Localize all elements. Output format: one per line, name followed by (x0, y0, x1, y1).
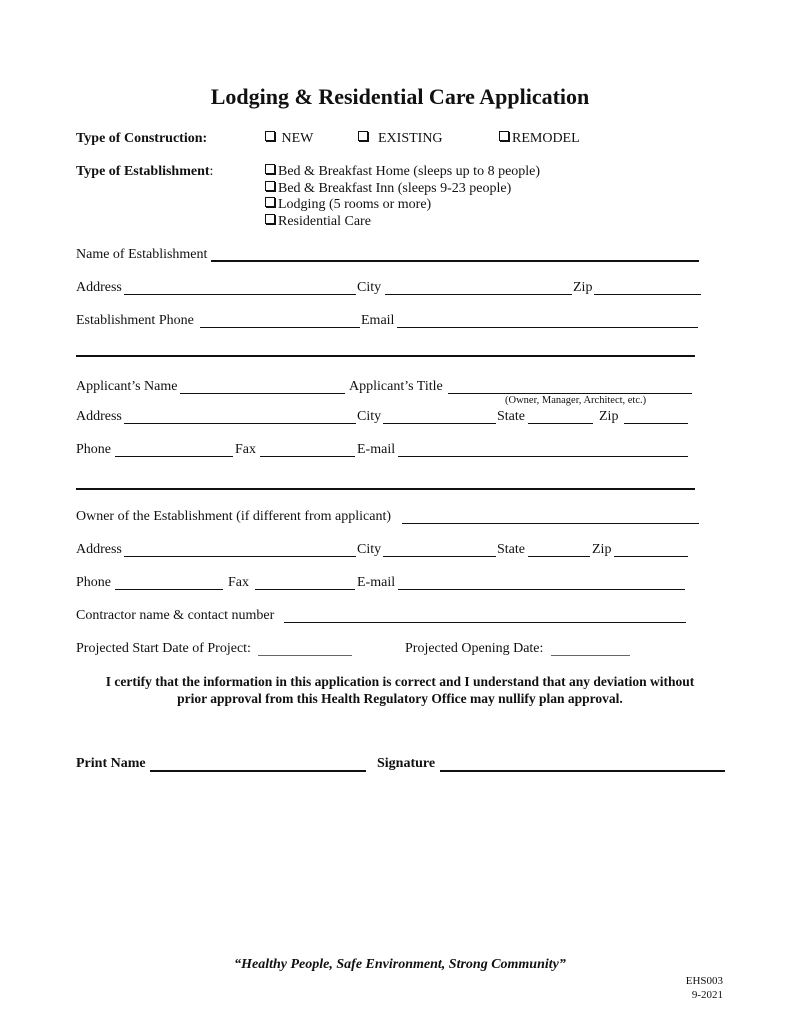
applicant-fax-field[interactable] (260, 456, 355, 457)
checkbox-bb-inn-label: Bed & Breakfast Inn (sleeps 9-23 people) (278, 181, 512, 196)
checkbox-icon (265, 131, 275, 141)
establishment-address-label: Address (76, 280, 122, 295)
establishment-city-field[interactable] (385, 294, 572, 295)
contractor-field[interactable] (284, 622, 686, 623)
owner-name-field[interactable] (402, 523, 699, 524)
owner-state-label: State (497, 542, 525, 557)
certification-line-1: I certify that the information in this application is correct and I understand that any deviation without (105, 674, 695, 689)
start-date-label: Projected Start Date of Project: (76, 641, 251, 656)
checkbox-bb-home[interactable] (265, 164, 540, 180)
owner-zip-label: Zip (592, 542, 612, 557)
page-title: Lodging & Residential Care Application (210, 84, 590, 109)
establishment-city-label: City (357, 280, 382, 295)
checkbox-residential-care[interactable] (265, 214, 371, 230)
contractor-label: Contractor name & contact number (76, 608, 275, 623)
owner-label: Owner of the Establishment (if different from applicant) (76, 509, 392, 524)
owner-fax-field[interactable] (255, 589, 355, 590)
owner-city-field[interactable] (383, 556, 496, 557)
start-date-field[interactable] (258, 655, 352, 656)
owner-address-label: Address (76, 542, 122, 557)
print-name-field[interactable] (150, 770, 366, 772)
applicant-title-field[interactable] (448, 393, 692, 394)
form-code: EHS003 (685, 975, 723, 987)
applicant-state-label: State (497, 409, 525, 424)
checkbox-icon (358, 131, 368, 141)
owner-email-label: E-mail (357, 575, 396, 590)
establishment-zip-field[interactable] (594, 294, 701, 295)
applicant-address-field[interactable] (124, 423, 356, 424)
establishment-type-label-text: Type of Establishment (76, 164, 210, 179)
establishment-type-colon: : (209, 164, 214, 179)
owner-phone-label: Phone (76, 575, 111, 590)
checkbox-bb-home-label: Bed & Breakfast Home (sleeps up to 8 people) (278, 164, 541, 179)
applicant-city-field[interactable] (383, 423, 496, 424)
section-divider (76, 488, 695, 490)
applicant-title-hint: (Owner, Manager, Architect, etc.) (505, 395, 647, 406)
establishment-address-field[interactable] (124, 294, 356, 295)
checkbox-remodel-label: REMODEL (512, 131, 580, 146)
checkbox-existing-label: EXISTING (378, 131, 443, 146)
establishment-email-field[interactable] (397, 327, 698, 328)
checkbox-icon (265, 197, 275, 207)
checkbox-icon (265, 214, 275, 224)
applicant-phone-field[interactable] (115, 456, 233, 457)
establishment-type-label (76, 164, 213, 180)
applicant-zip-field[interactable] (624, 423, 688, 424)
checkbox-new[interactable] (265, 131, 313, 147)
applicant-email-field[interactable] (398, 456, 688, 457)
checkbox-icon (265, 181, 275, 191)
applicant-state-field[interactable] (528, 423, 593, 424)
owner-address-field[interactable] (124, 556, 356, 557)
checkbox-existing[interactable] (358, 131, 443, 147)
checkbox-icon (499, 131, 509, 141)
applicant-zip-label: Zip (599, 409, 619, 424)
footer-motto: “Healthy People, Safe Environment, Strong Community” (234, 957, 566, 972)
owner-fax-label: Fax (228, 575, 249, 590)
checkbox-lodging[interactable] (265, 197, 431, 213)
establishment-email-label: Email (361, 313, 395, 328)
applicant-name-label: Applicant’s Name (76, 379, 178, 394)
establishment-zip-label: Zip (573, 280, 593, 295)
applicant-phone-label: Phone (76, 442, 111, 457)
applicant-city-label: City (357, 409, 382, 424)
establishment-name-label: Name of Establishment (76, 247, 208, 262)
signature-field[interactable] (440, 770, 725, 772)
signature-label: Signature (377, 756, 436, 771)
section-divider (76, 355, 695, 357)
checkbox-bb-inn[interactable] (265, 181, 511, 197)
applicant-fax-label: Fax (235, 442, 256, 457)
checkbox-remodel[interactable] (499, 131, 580, 147)
owner-phone-field[interactable] (115, 589, 223, 590)
owner-city-label: City (357, 542, 382, 557)
applicant-address-label: Address (76, 409, 122, 424)
applicant-name-field[interactable] (180, 393, 345, 394)
opening-date-field[interactable] (551, 655, 630, 656)
establishment-name-field[interactable] (211, 260, 699, 262)
checkbox-icon (265, 164, 275, 174)
checkbox-new-label: NEW (281, 131, 314, 146)
checkbox-lodging-label: Lodging (5 rooms or more) (278, 197, 432, 212)
construction-label: Type of Construction: (76, 131, 208, 146)
owner-zip-field[interactable] (614, 556, 688, 557)
certification-line-2: prior approval from this Health Regulatory Office may nullify plan approval. (177, 691, 623, 706)
form-date: 9-2021 (691, 989, 723, 1001)
applicant-email-label: E-mail (357, 442, 396, 457)
applicant-title-label: Applicant’s Title (349, 379, 443, 394)
owner-email-field[interactable] (398, 589, 685, 590)
opening-date-label: Projected Opening Date: (405, 641, 544, 656)
establishment-phone-field[interactable] (200, 327, 360, 328)
print-name-label: Print Name (76, 756, 146, 771)
owner-state-field[interactable] (528, 556, 590, 557)
establishment-phone-label: Establishment Phone (76, 313, 194, 328)
checkbox-residential-care-label: Residential Care (278, 214, 371, 229)
